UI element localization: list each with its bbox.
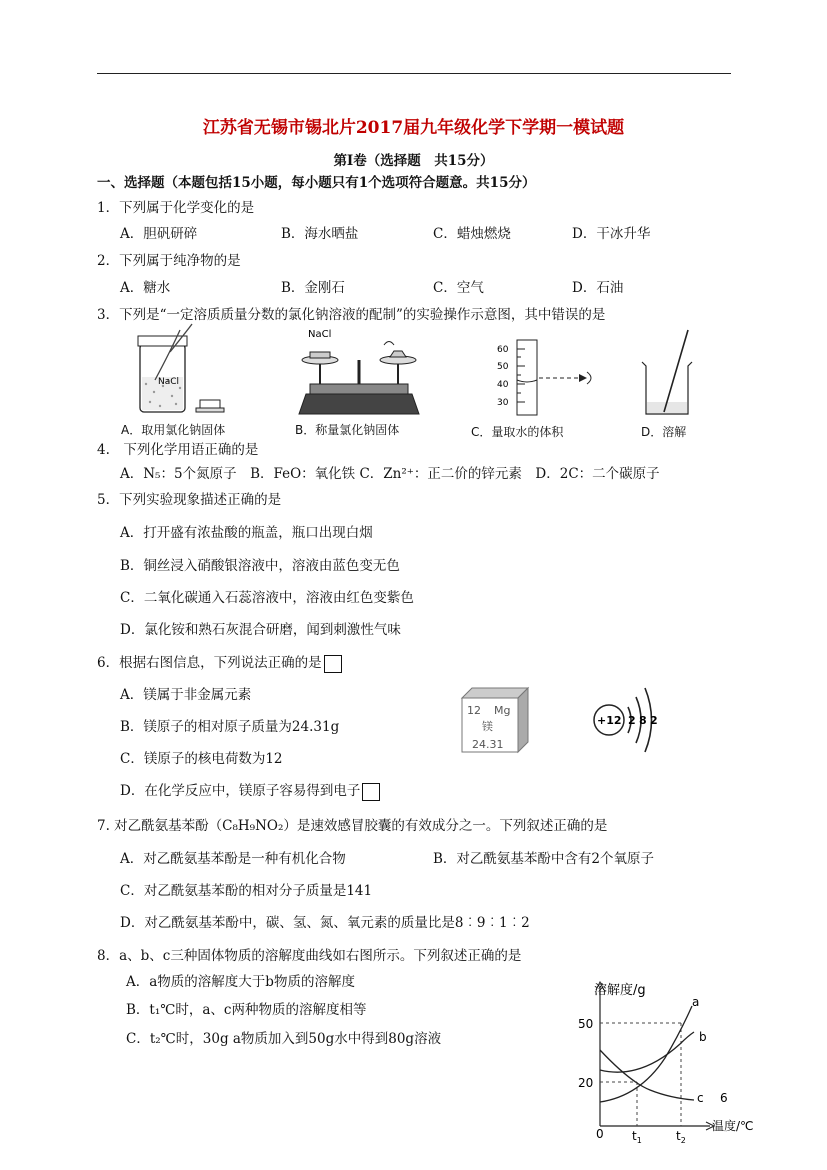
q4-options: A．N₅：5个氮原子 B．FeO：氧化铁 C．Zn²⁺：正二价的锌元素 D．2C：二个碳原子 (120, 466, 660, 482)
tick-t2-base: t (676, 1129, 681, 1143)
q1-option-c: C．蜡烛燃烧 (433, 226, 511, 242)
figure-jar-spoon (130, 322, 245, 417)
section-heading: 一、选择题（本题包括15小题，每小题只有1个选项符合题意。共15分） (97, 175, 536, 191)
q7-option-a: A．对乙酰氨基苯酚是一种有机化合物 (120, 851, 346, 867)
q8-option-c: C．t₂℃时，30g a物质加入到50g水中得到80g溶液 (126, 1031, 442, 1047)
curve-c (600, 1050, 694, 1100)
q8-stem: 8．a、b、c三种固体物质的溶解度曲线如右图所示。下列叙述正确的是 (97, 948, 522, 964)
page-title: 江苏省无锡市锡北片2017届九年级化学下学期一模试题 (202, 118, 625, 138)
atomic-mass: 24.31 (472, 738, 504, 751)
q2-option-b: B．金刚石 (281, 280, 345, 296)
y-axis-label: 溶解度/g (594, 983, 646, 998)
atomic-number: 12 (467, 704, 481, 717)
q2-option-c: C．空气 (433, 280, 484, 296)
curve-label-c: c (697, 1091, 704, 1105)
q6-stem-text: 6．根据右图信息，下列说法正确的是 (97, 655, 322, 671)
q3-caption-a: A．取用氯化钠固体 (121, 423, 226, 437)
nucleus-charge: +12 (597, 714, 622, 727)
element-name: 镁 (482, 720, 493, 733)
x-axis-label: 温度/℃ (712, 1119, 754, 1133)
shell-2: 8 (639, 714, 647, 727)
q3-caption-c: C．量取水的体积 (471, 425, 564, 439)
q6-option-d-text: D．在化学反应中，镁原子容易得到电子 (120, 783, 361, 799)
q1-option-d: D．干冰升华 (572, 226, 651, 242)
tick-30: 30 (497, 398, 509, 408)
element-cell (458, 686, 533, 756)
page-number: 6 (720, 1091, 728, 1105)
q7-option-c: C．对乙酰氨基苯酚的相对分子质量是141 (120, 883, 373, 899)
curve-label-b: b (699, 1030, 707, 1044)
atom-diagram (590, 683, 670, 758)
paper-subtitle: 第Ⅰ卷（选择题 共15分） (333, 153, 494, 169)
origin-label: 0 (596, 1127, 604, 1141)
header-rule (97, 73, 731, 74)
q8-option-a: A．a物质的溶解度大于b物质的溶解度 (126, 974, 355, 990)
q5-option-c: C．二氧化碳通入石蕊溶液中，溶液由红色变紫色 (120, 590, 414, 606)
q5-option-d: D．氯化铵和熟石灰混合研磨，闻到刺激性气味 (120, 622, 401, 638)
tick-40: 40 (497, 380, 509, 390)
curve-b (600, 1032, 694, 1072)
q3-stem: 3．下列是“一定溶质质量分数的氯化钠溶液的配制”的实验操作示意图，其中错误的是 (97, 307, 606, 323)
q1-stem: 1．下列属于化学变化的是 (97, 200, 255, 216)
jar-label: NaCl (158, 377, 180, 387)
tick-60: 60 (497, 345, 509, 355)
q5-stem: 5．下列实验现象描述正确的是 (97, 492, 282, 508)
q1-option-a: A．胆矾研碎 (120, 226, 198, 242)
solubility-chart (570, 978, 770, 1143)
q5-option-a: A．打开盛有浓盐酸的瓶盖，瓶口出现白烟 (120, 525, 373, 541)
tick-y-20: 20 (578, 1076, 594, 1090)
q2-option-a: A．糖水 (120, 280, 171, 296)
tick-50: 50 (497, 362, 509, 372)
q7-option-b: B．对乙酰氨基苯酚中含有2个氧原子 (433, 851, 655, 867)
shell-1: 2 (628, 714, 636, 727)
tick-t1 (632, 1129, 642, 1143)
q7-option-d: D．对乙酰氨基苯酚中，碳、氢、氮、氧元素的质量比是8︰9︰1︰2 (120, 915, 530, 931)
q2-option-d: D．石油 (572, 280, 624, 296)
q3-caption-b: B．称量氯化钠固体 (295, 423, 400, 437)
answer-box-2[interactable] (362, 783, 380, 801)
tick-t1-sub: 1 (636, 1136, 642, 1143)
answer-box[interactable] (324, 655, 342, 673)
q1-option-b: B．海水晒盐 (281, 226, 359, 242)
q6-option-a: A．镁属于非金属元素 (120, 687, 252, 703)
shell-3: 2 (650, 714, 658, 727)
q7-stem: 7. 对乙酰氨基苯酚（C₈H₉NO₂）是速效感冒胶囊的有效成分之一。下列叙述正确的是 (97, 818, 608, 834)
q6-option-b: B．镁原子的相对原子质量为24.31g (120, 719, 340, 735)
tick-t1-base: t (632, 1129, 637, 1143)
q8-option-b: B．t₁℃时，a、c两种物质的溶解度相等 (126, 1002, 367, 1018)
q3-caption-d: D．溶解 (641, 425, 687, 439)
q6-option-d (120, 779, 380, 801)
q2-stem: 2．下列属于纯净物的是 (97, 253, 241, 269)
tick-t2-sub: 2 (680, 1136, 686, 1143)
element-symbol: Mg (494, 704, 511, 717)
figure-balance (294, 324, 424, 419)
q6-stem (97, 651, 342, 673)
q5-option-b: B．铜丝浸入硝酸银溶液中，溶液由蓝色变无色 (120, 558, 400, 574)
figure-cylinder (495, 336, 605, 418)
q6-option-c: C．镁原子的核电荷数为12 (120, 751, 283, 767)
balance-label: NaCl (308, 329, 332, 340)
q4-stem: 4. 下列化学用语正确的是 (97, 442, 259, 458)
curve-label-a: a (692, 995, 700, 1009)
tick-t2 (676, 1129, 686, 1143)
figure-beaker (636, 324, 706, 419)
tick-y-50: 50 (578, 1017, 594, 1031)
